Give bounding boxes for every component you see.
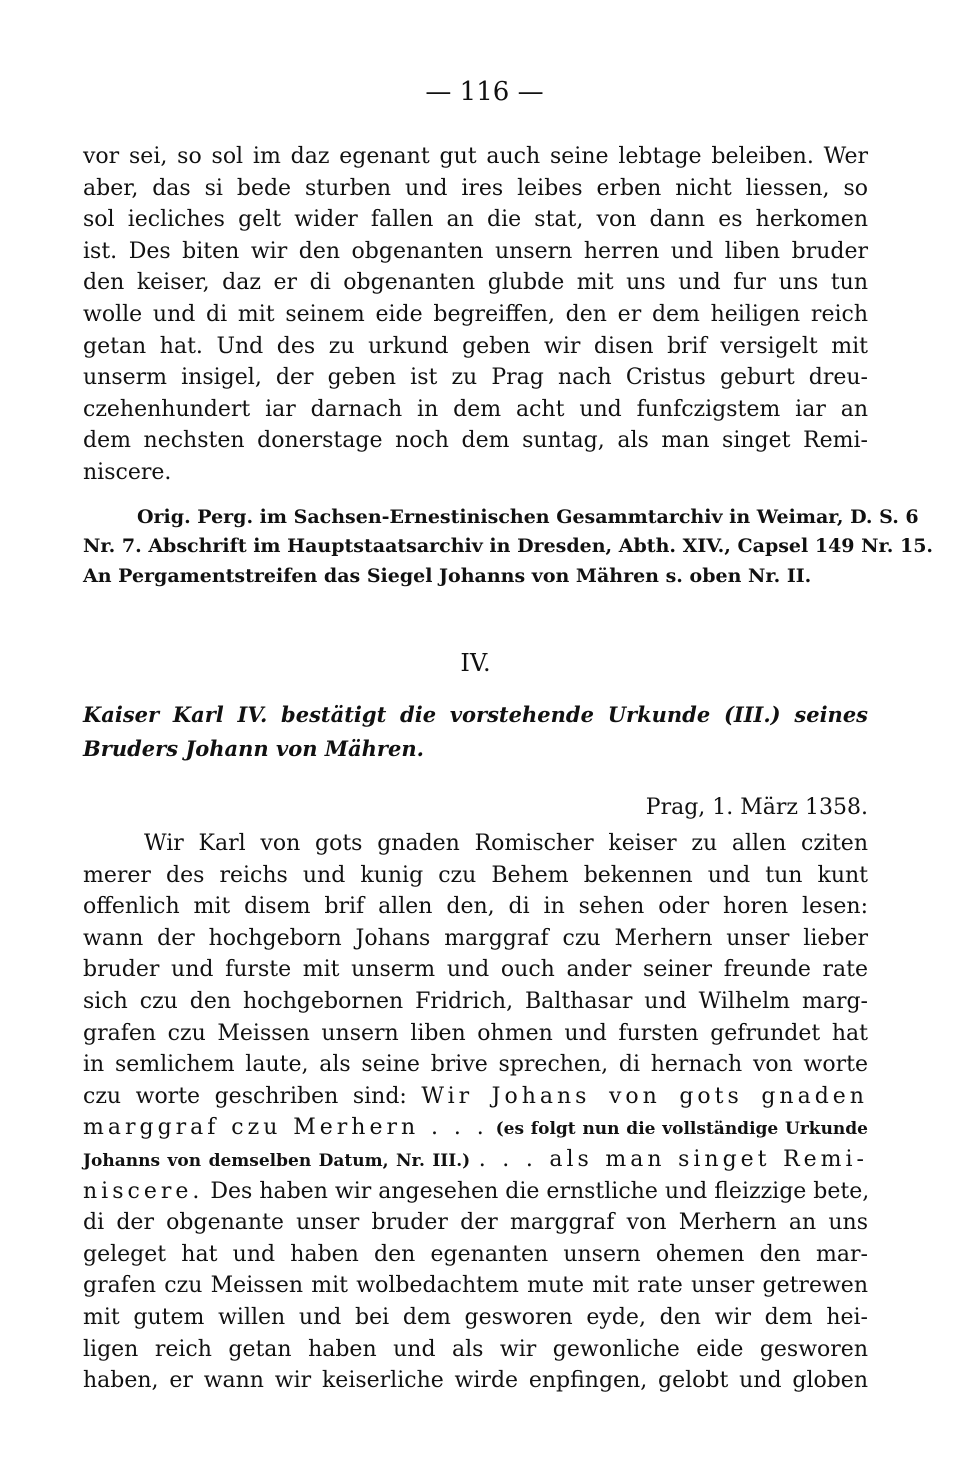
- text-line: [83, 1112, 868, 1144]
- text-block-continuation: [83, 141, 868, 489]
- text-line: geleget hat und haben den egenanten unsern ohemen den mar-: [83, 1241, 868, 1267]
- source-line: An Pergamentstreifen das Siegel Johanns von Mähren s. oben Nr. II.: [83, 564, 812, 587]
- text-line: haben, er wann wir keiserliche wirde enpfingen, gelobt und globen: [83, 1368, 868, 1394]
- text-line: sol iecliches gelt wider fallen an die stat, von dann es herkomen: [83, 207, 868, 233]
- heading-line: Kaiser Karl IV. bestätigt die vorstehende Urkunde (III.) seines: [83, 702, 868, 728]
- page-number: — 116 —: [425, 77, 544, 107]
- text-line: [83, 1081, 868, 1113]
- heading-line: Bruders Johann von Mähren.: [83, 736, 424, 762]
- text-line: sich czu den hochgebornen Fridrich, Balthasar und Wilhelm marg-: [83, 989, 868, 1014]
- section-number: IV.: [460, 649, 491, 678]
- text-line: wolle und di mit seinem eide begreiffen, den er dem heiligen reich: [83, 301, 868, 327]
- text-line: czehenhundert iar darnach in dem acht und funfczigstem iar an: [83, 396, 868, 422]
- text-line: niscere.: [83, 459, 172, 485]
- text-line: wann der hochgeborn Johans marggraf czu Merhern unser lieber: [83, 925, 868, 951]
- document-heading: [83, 698, 868, 766]
- text-line: mit gutem willen und bei dem gesworen eyde, den wir dem hei-: [83, 1304, 868, 1330]
- text-line: grafen czu Meissen unsern liben ohmen und fursten gefrundet hat: [83, 1020, 868, 1046]
- text-line: offenlich mit disem brif allen den, di in sehen oder horen lesen:: [83, 894, 868, 920]
- text-segment: czu worte geschriben sind:: [83, 1083, 407, 1109]
- text-line: bruder und furste mit unserm und ouch ander seiner freunde rate: [83, 957, 868, 983]
- text-segment: Des haben wir angesehen die ernstliche und fleizzige bete,: [210, 1178, 870, 1204]
- text-line: ist. Des biten wir den obgenanten unsern herren und liben bruder: [83, 238, 868, 264]
- spaced-text: . . . als man singet Remi-: [478, 1146, 868, 1172]
- text-line: [83, 1144, 868, 1176]
- spaced-text: marggraf czu Merhern . . .: [83, 1115, 488, 1141]
- text-line: ligen reich getan haben und als wir gewonliche eide gesworen: [83, 1336, 868, 1362]
- text-line: unserm insigel, der geben ist zu Prag nach Cristus geburt dreu-: [83, 365, 868, 391]
- editorial-note: Johanns von demselben Datum, Nr. III.): [83, 1150, 471, 1171]
- text-line: dem nechsten donerstage noch dem suntag, als man singet Remi-: [83, 428, 868, 454]
- source-line: Orig. Perg. im Sachsen-Ernestinischen Gesammtarchiv in Weimar, D. S. 6: [137, 505, 919, 528]
- source-note: [83, 503, 934, 592]
- text-line: merer des reichs und kunig czu Behem bekennen und tun kunt: [83, 862, 868, 888]
- place-date: Prag, 1. März 1358.: [645, 795, 868, 821]
- text-line: den keiser, daz er di obgenanten glubde mit uns und fur uns tun: [83, 270, 868, 296]
- editorial-note: (es folgt nun die vollständige Urkunde: [495, 1119, 868, 1140]
- source-line: Nr. 7. Abschrift im Hauptstaatsarchiv in Dresden, Abth. XIV., Capsel 149 Nr. 15.: [83, 535, 934, 558]
- text-line: Wir Karl von gots gnaden Romischer keiser zu allen cziten: [144, 831, 868, 857]
- spaced-text: Wir Johans von gots gnaden: [421, 1083, 868, 1109]
- spaced-text: niscere.: [83, 1178, 204, 1204]
- text-line: getan hat. Und des zu urkund geben wir disen brif versigelt mit: [83, 333, 868, 359]
- text-line: in semlichem laute, als seine brive sprechen, di hernach von worte: [83, 1052, 868, 1078]
- text-line: grafen czu Meissen mit wolbedachtem mute mit rate unser getrewen: [83, 1273, 868, 1299]
- text-line: aber, das si bede sturben und ires leibes erben nicht liessen, so: [83, 175, 868, 201]
- text-block-charter: [83, 828, 868, 1397]
- text-line: vor sei, so sol im daz egenant gut auch seine lebtage beleiben. Wer: [83, 144, 868, 169]
- text-line: [83, 1176, 868, 1208]
- document-page: [83, 74, 934, 1397]
- text-line: di der obgenante unser bruder der marggraf von Merhern an uns: [83, 1210, 868, 1236]
